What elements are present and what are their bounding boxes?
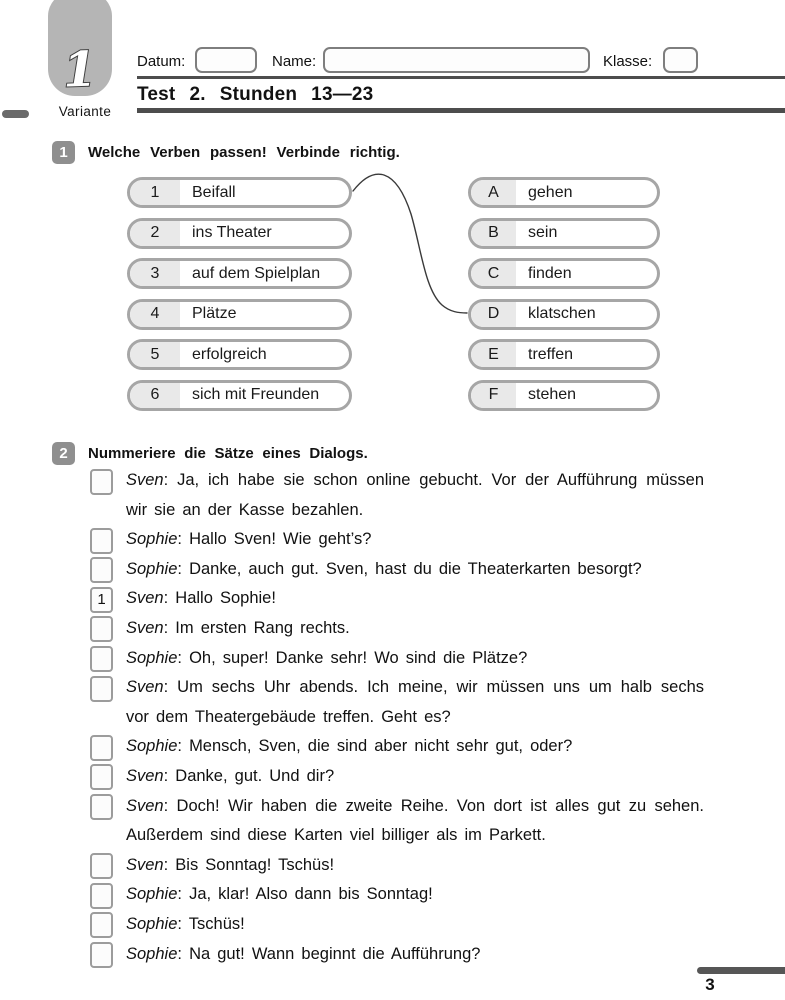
- match-label: ins Theater: [192, 224, 272, 241]
- exercise1-number: 1: [59, 144, 68, 161]
- speaker-name: Sven: [126, 471, 164, 489]
- dialog-line: [126, 762, 704, 792]
- dialog-line: [126, 466, 704, 525]
- speaker-separator: :: [163, 766, 176, 785]
- dialog-row: [90, 851, 704, 881]
- dialog-row: [90, 584, 704, 614]
- match-letter: E: [471, 342, 516, 367]
- match-item-right-C[interactable]: [468, 258, 660, 289]
- speaker-name: Sven: [126, 855, 164, 874]
- dialog-row: [90, 732, 704, 762]
- header-rule-thin: [137, 76, 785, 79]
- dialog-row: [90, 555, 704, 585]
- match-label: erfolgreich: [192, 345, 267, 363]
- match-item-right-B[interactable]: [468, 218, 660, 249]
- page-number: 3: [705, 975, 715, 994]
- speaker-separator: :: [177, 530, 190, 549]
- match-letter: D: [471, 302, 516, 327]
- match-label: auf dem Spielplan: [192, 264, 321, 282]
- connection-line-1-to-D: [348, 162, 473, 320]
- match-label: klatschen: [528, 305, 596, 322]
- header-rule-thick: [137, 108, 785, 113]
- match-right-column: [468, 177, 660, 411]
- dialog-order-box[interactable]: [90, 764, 113, 790]
- dialog-row: [90, 614, 704, 644]
- dialog-row: [90, 466, 704, 525]
- dialog-order-box[interactable]: 1: [90, 587, 113, 613]
- match-number: 2: [130, 221, 180, 246]
- match-label: finden: [528, 264, 572, 282]
- dialog-order-box[interactable]: [90, 646, 113, 672]
- name-input[interactable]: [323, 47, 590, 73]
- dialog-line: [126, 525, 704, 555]
- match-number: 4: [130, 302, 180, 327]
- datum-label: Datum:: [137, 53, 186, 70]
- speaker-separator: :: [163, 589, 176, 608]
- speaker-name: Sven: [126, 796, 164, 815]
- dialog-text: Ja, klar! Also dann bis Sonntag!: [189, 885, 433, 904]
- exercise2-instruction: Nummeriere die Sätze eines Dialogs.: [88, 445, 368, 462]
- exercise2-number: 2: [59, 445, 68, 462]
- match-label: gehen: [528, 183, 573, 201]
- dialog-text: Danke, auch gut. Sven, hast du die Theaterkarten besorgt?: [189, 559, 642, 578]
- dialog-line: [126, 880, 704, 910]
- match-letter: A: [471, 180, 516, 205]
- dialog-order-box[interactable]: [90, 942, 113, 968]
- variant-number: 1: [62, 41, 98, 99]
- speaker-separator: :: [163, 618, 176, 637]
- dialog-line: [126, 614, 704, 644]
- dialog-text: Ja, ich habe sie schon online gebucht. Vor der Aufführung müssen wir sie an der Kasse bezahlen.: [126, 471, 704, 519]
- exercise1-instruction: Welche Verben passen! Verbinde richtig.: [88, 144, 400, 161]
- match-item-right-F[interactable]: [468, 380, 660, 411]
- speaker-separator: :: [163, 796, 177, 815]
- dialog-order-box[interactable]: [90, 528, 113, 554]
- dialog-row: [90, 525, 704, 555]
- dialog-row: [90, 673, 704, 732]
- speaker-name: Sophie: [126, 530, 178, 549]
- speaker-name: Sven: [126, 678, 164, 697]
- speaker-name: Sven: [126, 618, 164, 637]
- match-item-left-2[interactable]: [127, 218, 352, 249]
- dialog-text: Hallo Sophie!: [175, 589, 276, 608]
- match-label: Beifall: [192, 183, 236, 201]
- dialog-row: [90, 910, 704, 940]
- speaker-name: Sven: [126, 589, 164, 608]
- match-label: sein: [528, 224, 558, 241]
- dialog-order-box[interactable]: [90, 883, 113, 909]
- speaker-separator: :: [163, 855, 176, 874]
- speaker-separator: :: [177, 737, 190, 756]
- match-item-left-6[interactable]: [127, 380, 352, 411]
- speaker-name: Sophie: [126, 559, 178, 578]
- dialog-text: Danke, gut. Und dir?: [175, 766, 335, 785]
- dialog-order-box[interactable]: [90, 616, 113, 642]
- dialog-text: Um sechs Uhr abends. Ich meine, wir müssen uns um halb sechs vor dem Theatergebäude treffen. Geht es?: [126, 678, 704, 726]
- match-item-left-5[interactable]: [127, 339, 352, 370]
- dialog-line: [126, 555, 704, 585]
- match-item-right-A[interactable]: [468, 177, 660, 208]
- speaker-name: Sophie: [126, 944, 178, 963]
- variant-dash-mark: [2, 110, 29, 118]
- klasse-input[interactable]: [663, 47, 698, 73]
- datum-input[interactable]: [195, 47, 257, 73]
- match-item-left-1[interactable]: [127, 177, 352, 208]
- match-label: treffen: [528, 345, 574, 363]
- speaker-name: Sven: [126, 766, 164, 785]
- match-label: stehen: [528, 386, 577, 403]
- dialog-order-box[interactable]: [90, 853, 113, 879]
- name-label: Name:: [272, 53, 317, 70]
- dialog-text: Tschüs!: [188, 914, 245, 933]
- match-left-column: [127, 177, 352, 411]
- footer-bar: [697, 967, 785, 974]
- dialog-order-box[interactable]: [90, 794, 113, 820]
- speaker-name: Sophie: [126, 737, 178, 756]
- dialog-text: Im ersten Rang rechts.: [175, 618, 350, 637]
- dialog-order-box[interactable]: [90, 735, 113, 761]
- speaker-separator: :: [177, 914, 189, 933]
- match-item-left-4[interactable]: [127, 299, 352, 330]
- speaker-separator: :: [177, 559, 190, 578]
- dialog-line: [126, 851, 704, 881]
- match-number: 6: [130, 383, 180, 408]
- dialog-line: [126, 644, 704, 674]
- dialog-row: [90, 762, 704, 792]
- match-item-right-D[interactable]: [468, 299, 660, 330]
- dialog-line: [126, 584, 704, 614]
- match-item-left-3[interactable]: [127, 258, 352, 289]
- variant-badge: [48, 0, 112, 99]
- dialog-text: Hallo Sven! Wie geht’s?: [189, 530, 372, 549]
- dialog-list: [90, 466, 704, 969]
- klasse-label: Klasse:: [603, 53, 653, 70]
- dialog-text: Mensch, Sven, die sind aber nicht sehr gut, oder?: [189, 737, 573, 756]
- dialog-order-box[interactable]: [90, 469, 113, 495]
- dialog-text: Oh, super! Danke sehr! Wo sind die Plätze?: [189, 648, 528, 667]
- dialog-line: [126, 792, 704, 851]
- speaker-separator: :: [163, 678, 178, 697]
- speaker-separator: :: [177, 648, 190, 667]
- dialog-row: [90, 644, 704, 674]
- match-number: 1: [130, 180, 180, 205]
- dialog-row: [90, 940, 704, 970]
- page-title: Test 2. Stunden 13—23: [137, 84, 374, 105]
- dialog-text: Bis Sonntag! Tschüs!: [175, 855, 335, 874]
- dialog-text: Doch! Wir haben die zweite Reihe. Von dort ist alles gut zu sehen. Außerdem sind diese Karten viel billiger als im Parkett.: [126, 796, 704, 845]
- exercise1-number-badge: [52, 141, 75, 164]
- match-number: 5: [130, 342, 180, 367]
- dialog-line: [126, 910, 704, 940]
- match-label: Plätze: [192, 305, 237, 322]
- dialog-text: Na gut! Wann beginnt die Aufführung?: [189, 944, 481, 963]
- exercise2-number-badge: [52, 442, 75, 465]
- dialog-order-box[interactable]: [90, 676, 113, 702]
- match-label: sich mit Freunden: [192, 386, 320, 403]
- speaker-separator: :: [177, 944, 190, 963]
- dialog-line: [126, 732, 704, 762]
- match-number: 3: [130, 261, 180, 286]
- speaker-name: Sophie: [126, 914, 178, 933]
- dialog-order-box[interactable]: [90, 557, 113, 583]
- match-letter: B: [471, 221, 516, 246]
- dialog-line: [126, 673, 704, 732]
- speaker-name: Sophie: [126, 648, 178, 667]
- match-letter: C: [471, 261, 516, 286]
- speaker-separator: :: [163, 471, 178, 489]
- variant-label: Variante: [58, 104, 112, 119]
- speaker-name: Sophie: [126, 885, 178, 904]
- speaker-separator: :: [177, 885, 190, 904]
- dialog-line: [126, 940, 704, 970]
- dialog-row: [90, 792, 704, 851]
- dialog-order-box[interactable]: [90, 912, 113, 938]
- dialog-row: [90, 880, 704, 910]
- match-item-right-E[interactable]: [468, 339, 660, 370]
- match-letter: F: [471, 383, 516, 408]
